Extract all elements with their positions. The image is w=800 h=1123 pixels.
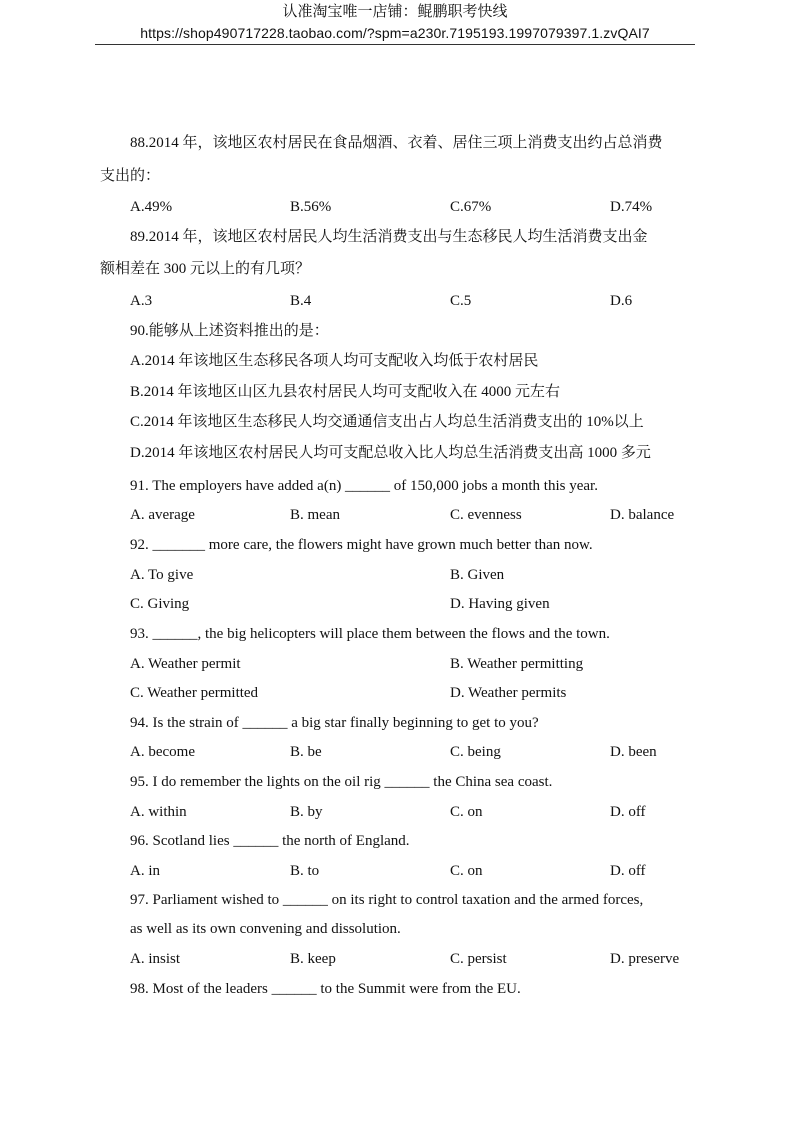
- store-header-title: 认准淘宝唯一店铺：鲲鹏职考快线: [282, 4, 508, 20]
- question-95-option-a: A. within: [130, 804, 187, 820]
- question-97-option-b: B. keep: [290, 951, 336, 967]
- question-94-option-d: D. been: [610, 744, 657, 760]
- question-94-option-c: C. being: [450, 744, 501, 760]
- question-89-option-a: A.3: [130, 293, 153, 309]
- question-92-option-b: B. Given: [450, 567, 505, 583]
- question-93-option-c: C. Weather permitted: [130, 685, 259, 701]
- question-90-option-b: B.2014 年该地区山区九县农村居民人均可支配收入在 4000 元左右: [130, 384, 561, 400]
- question-93-option-d: D. Weather permits: [450, 685, 567, 701]
- question-90-option-c: C.2014 年该地区生态移民人均交通通信支出占人均总生活消费支出的 10%以上: [130, 414, 644, 430]
- question-95-stem: 95. I do remember the lights on the oil rig ______ the China sea coast.: [130, 774, 553, 790]
- question-91-stem: 91. The employers have added a(n) ______ of 150,000 jobs a month this year.: [130, 478, 598, 494]
- question-93-stem: 93. ______, the big helicopters will place them between the flows and the town.: [130, 626, 610, 642]
- question-91-option-a: A. average: [130, 507, 195, 523]
- question-92-option-a: A. To give: [130, 567, 194, 583]
- question-95-option-c: C. on: [450, 804, 483, 820]
- question-92-option-c: C. Giving: [130, 596, 190, 612]
- question-91-option-d: D. balance: [610, 507, 675, 523]
- question-97-option-c: C. persist: [450, 951, 507, 967]
- question-94-stem: 94. Is the strain of ______ a big star finally beginning to get to you?: [130, 715, 539, 731]
- question-89-option-b: B.4: [290, 293, 312, 309]
- question-88-stem-line-2: 支出的：: [100, 168, 161, 184]
- question-98-stem: 98. Most of the leaders ______ to the Summit were from the EU.: [130, 981, 521, 997]
- question-91-option-b: B. mean: [290, 507, 340, 523]
- question-92-option-d: D. Having given: [450, 596, 550, 612]
- question-93-option-b: B. Weather permitting: [450, 656, 584, 672]
- question-93-option-a: A. Weather permit: [130, 656, 241, 672]
- question-89-stem-line-1: 89.2014 年，该地区农村居民人均生活消费支出与生态移民人均生活消费支出金: [130, 229, 648, 245]
- question-88-option-c: C.67%: [450, 199, 492, 215]
- question-96-option-d: D. off: [610, 863, 646, 879]
- question-88-option-a: A.49%: [130, 199, 173, 215]
- header-divider: [95, 44, 695, 45]
- question-95-option-b: B. by: [290, 804, 323, 820]
- question-96-option-b: B. to: [290, 863, 320, 879]
- question-96-option-a: A. in: [130, 863, 160, 879]
- store-url: https://shop490717228.taobao.com/?spm=a230r.7195193.1997079397.1.zvQAI7: [140, 25, 650, 41]
- question-88-stem-line-1: 88.2014 年，该地区农村居民在食品烟酒、衣着、居住三项上消费支出约占总消费: [130, 135, 663, 151]
- question-92-stem: 92. _______ more care, the flowers might have grown much better than now.: [130, 537, 593, 553]
- question-90-option-d: D.2014 年该地区农村居民人均可支配总收入比人均总生活消费支出高 1000 多元: [130, 445, 651, 461]
- question-97-stem-line-1: 97. Parliament wished to ______ on its right to control taxation and the armed forces,: [130, 892, 644, 908]
- question-96-option-c: C. on: [450, 863, 483, 879]
- question-88-option-d: D.74%: [610, 199, 653, 215]
- question-97-option-d: D. preserve: [610, 951, 680, 967]
- question-90-stem: 90.能够从上述资料推出的是：: [130, 323, 329, 339]
- question-88-option-b: B.56%: [290, 199, 332, 215]
- question-95-option-d: D. off: [610, 804, 646, 820]
- question-90-option-a: A.2014 年该地区生态移民各项人均可支配收入均低于农村居民: [130, 353, 539, 369]
- question-89-option-c: C.5: [450, 293, 472, 309]
- question-89-option-d: D.6: [610, 293, 633, 309]
- question-94-option-b: B. be: [290, 744, 322, 760]
- question-96-stem: 96. Scotland lies ______ the north of England.: [130, 833, 410, 849]
- question-89-stem-line-2: 额相差在 300 元以上的有几项？: [100, 261, 311, 277]
- question-97-stem-line-2: as well as its own convening and dissolution.: [130, 921, 401, 937]
- question-97-option-a: A. insist: [130, 951, 181, 967]
- question-91-option-c: C. evenness: [450, 507, 522, 523]
- question-94-option-a: A. become: [130, 744, 195, 760]
